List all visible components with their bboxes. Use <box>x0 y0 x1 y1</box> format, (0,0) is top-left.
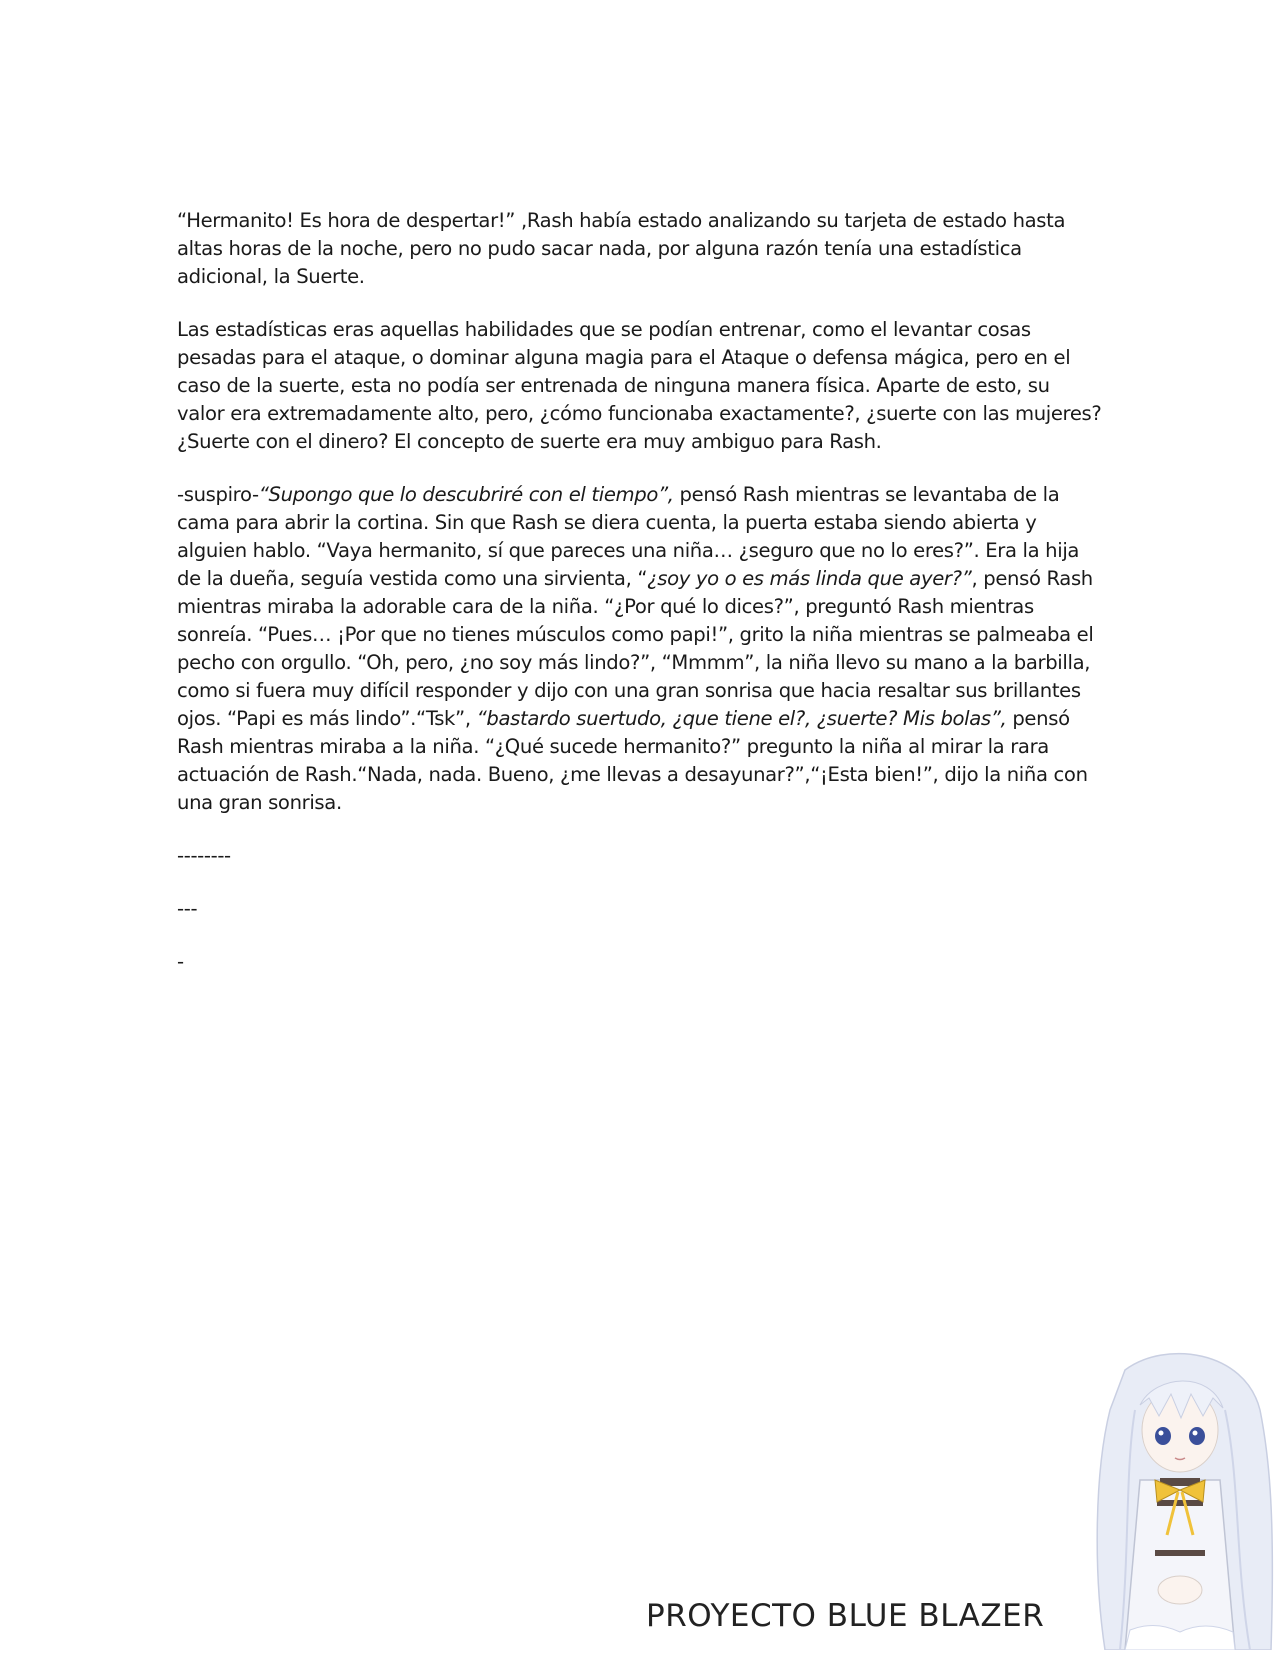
separator-long: -------- <box>177 844 231 867</box>
separator-medium: --- <box>177 897 198 920</box>
italic-text-run: “Supongo que lo descubriré con el tiempo”, <box>258 483 674 506</box>
text-run: Las estadísticas eras aquellas habilidades que se podían entrenar, como el levantar cosas pesadas para el ataque, o dominar alguna magia para el Ataque o defensa mágica, pero en el caso de la suerte, esta no podía ser entrenada de ninguna manera física. Aparte de esto, su valor era extremadamente alto, pero, ¿cómo funcionaba exactamente?, ¿suerte con las mujeres? ¿Suerte con el dinero? El concepto de suerte era muy ambiguo para Rash. <box>177 318 1102 453</box>
page-body <box>177 207 1102 1001</box>
italic-text-run: ¿soy yo o es más linda que ayer?” <box>647 567 972 590</box>
text-run: -suspiro- <box>177 483 259 506</box>
illustration-svg <box>1085 1350 1275 1650</box>
paragraph <box>177 316 1102 456</box>
text-run: pensó Rash mientras miraba a la niña. “¿Qué sucede hermanito?” pregunto la niña al mirar la rara actuación de Rash.“Nada, nada. Bueno, ¿me llevas a desayunar?”,“¡Esta bien!”, dijo la niña con una gran sonrisa. <box>177 707 1088 814</box>
italic-text-run: “bastardo suertudo, ¿que tiene el?, ¿suerte? Mis bolas”, <box>476 707 1007 730</box>
text-run: pensó Rash mientras se levantaba de la cama para abrir la cortina. Sin que Rash se diera cuenta, la puerta estaba siendo abierta y alguien hablo. “Vaya hermanito, sí que pareces una niña… ¿seguro que no lo eres?”. Era la hija de la dueña, seguía vestida como una sirvienta, “ <box>177 483 1080 590</box>
paragraph <box>177 481 1102 817</box>
anime-girl-illustration <box>1085 1350 1275 1650</box>
paragraph <box>177 207 1102 291</box>
footer-credit: PROYECTO BLUE BLAZER <box>646 1598 1045 1634</box>
text-run: “Hermanito! Es hora de despertar!” ,Rash había estado analizando su tarjeta de estado hasta altas horas de la noche, pero no pudo sacar nada, por alguna razón tenía una estadística adicional, la Suerte. <box>177 209 1066 288</box>
text-run: , pensó Rash mientras miraba la adorable cara de la niña. “¿Por qué lo dices?”, preguntó Rash mientras sonreía. “Pues… ¡Por que no tienes músculos como papi!”, grito la niña mientras se palmeaba el pecho con orgullo. “Oh, pero, ¿no soy más lindo?”, “Mmmm”, la niña llevo su mano a la barbilla, como si fuera muy difícil responder y dijo con una gran sonrisa que hacia resaltar sus brillantes ojos. “Papi es más lindo”.“Tsk”, <box>177 567 1094 730</box>
separator-short: - <box>177 950 184 973</box>
paragraphs <box>177 207 1102 817</box>
